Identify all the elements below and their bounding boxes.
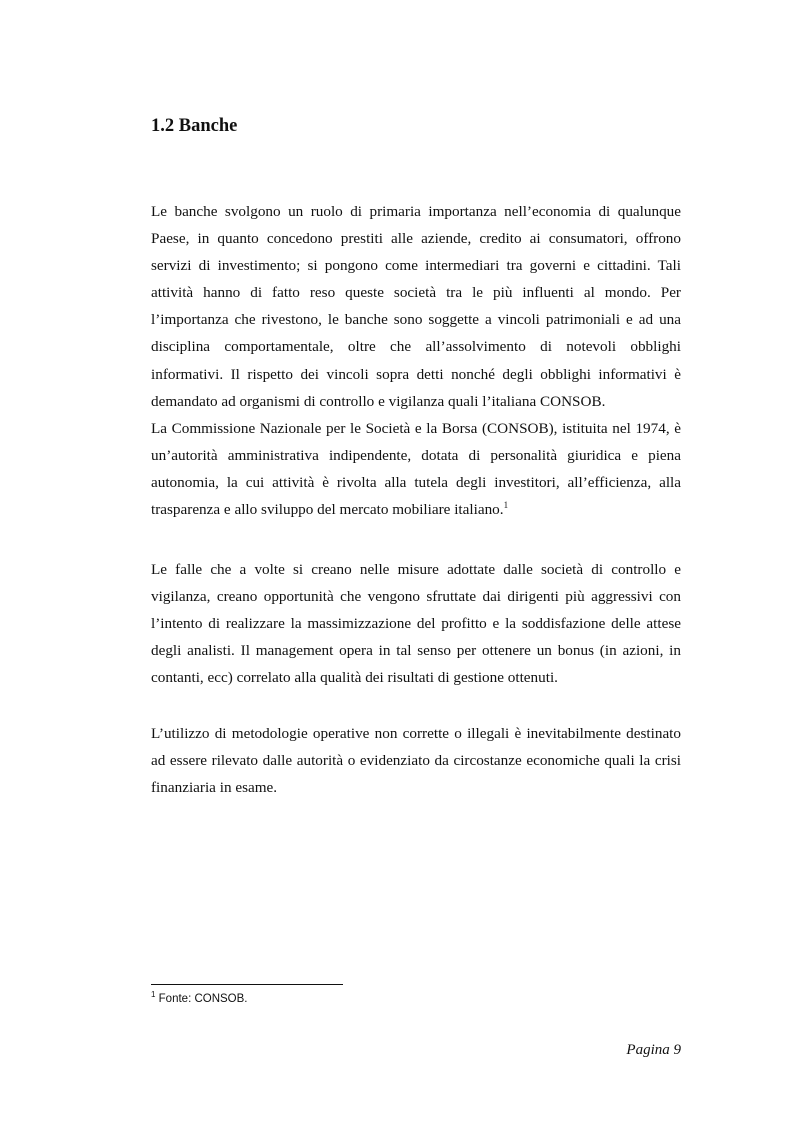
paragraph-text-content: La Commissione Nazionale per le Società e la Borsa (CONSOB), istituita nel 1974, è un’autorità amministrativa indipendente, dotata di personalità giuridica e piena autonomia, la cui attività è rivolta alla tutela degli investitori, all’efficienza, alla trasparenza e allo sviluppo del mercato mobiliare italiano. xyxy=(151,420,681,519)
paragraph-illegal-methods xyxy=(151,720,681,801)
footnote-separator xyxy=(151,984,343,985)
paragraph-text: Le banche svolgono un ruolo di primaria importanza nell’economia di qualunque Paese, in quanto concedono prestiti alle aziende, credito ai consumatori, offrono servizi di investimento; si pongono come intermediari tra governi e cittadini. Tali attività hanno di fatto reso queste società tra le più influenti al mondo. Per l’importanza che rivestono, le banche sono soggette a vincoli patrimoniali e ad una disciplina comportamentale, oltre che all’assolvimento di notevoli obblighi informativi. Il rispetto dei vincoli sopra detti nonché degli obblighi informativi è demandato ad organismi di controllo e vigilanza quali l’italiana CONSOB. xyxy=(151,203,681,410)
paragraph-consob xyxy=(151,415,681,523)
section-heading: 1.2 Banche xyxy=(151,116,238,136)
page-number: Pagina 9 xyxy=(626,1042,681,1058)
paragraph-text: Le falle che a volte si creano nelle misure adottate dalle società di controllo e vigilanza, creano opportunità che vengono sfruttate dai dirigenti più aggressivi con l’intento di realizzare la massimizzazione del profitto e la soddisfazione delle attese degli analisti. Il management opera in tal senso per ottenere un bonus (in azioni, in contanti, ecc) correlato alla qualità dei risultati di gestione ottenuti. xyxy=(151,561,681,687)
footnote-marker: 1 xyxy=(151,990,156,999)
footnote-text: Fonte: CONSOB. xyxy=(158,993,248,1005)
paragraph-control-gaps xyxy=(151,556,681,691)
paragraph-text xyxy=(151,415,681,523)
paragraph-text: L’utilizzo di metodologie operative non corrette o illegali è inevitabilmente destinato ad essere rilevato dalle autorità o evidenziato da circostanze economiche quali la crisi finanziaria in esame. xyxy=(151,725,681,797)
footnote xyxy=(151,991,248,1007)
footnote-reference[interactable]: 1 xyxy=(503,500,509,511)
paragraph-banks-role xyxy=(151,198,681,415)
